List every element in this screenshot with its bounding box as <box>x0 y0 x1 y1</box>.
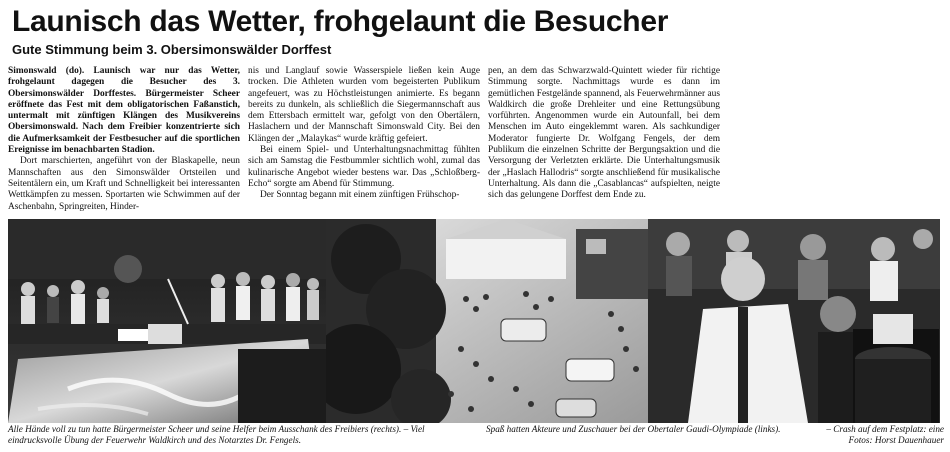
text-column-2 <box>248 66 480 202</box>
caption-middle: Spaß hatten Akteure und Zuschauer bei der Obertaler Gaudi-Olympiade (links). <box>486 424 781 434</box>
caption-left: Alle Hände voll zu tun hatte Bürgermeister Scheer und seine Helfer beim Ausschank des Freibiers (rechts). – Viel eindrucksvolle Übung der Feuerwehr Waldkirch und des Notarztes Dr. Fengels. <box>8 424 425 445</box>
photo-festival-aerial <box>326 219 648 423</box>
photo-captions <box>8 424 944 452</box>
paragraph: Der Sonntag begann mit einem zünftigen Frühschop- <box>260 190 460 201</box>
caption-right: – Crash auf dem Festplatz: eine <box>826 424 944 434</box>
lead-paragraph: Simonswald (do). Launisch war nur das Wetter, frohgelaunt dagegen die Besucher des 3. Obersimonswälder Dorffestes. Bürgermeister Scheer eröffnete das Fest mit dem obligatorischen Faßanstich, untermalt mit zünftigen Klängen des Musikvereins Obersimonswald. Nach dem Freibier konzentrierte sich die Aufmerksamkeit der Festbesucher auf die sportlichen Ereignisse im benachbarten Stadion. <box>8 66 240 156</box>
text-column-3 <box>488 66 720 202</box>
photo-strip <box>8 219 940 423</box>
paragraph: Bei einem Spiel- und Unterhaltungsnachmittag fühlten sich am Samstag die Festbummler sichtlich wohl, zumal das kulinarische Angebot wieder bestens war. Das „Schloßberg-Echo“ sorgte am Abend für Stimmung. <box>248 145 480 189</box>
photo-beer-tapping <box>648 219 940 423</box>
paragraph: nis und Langlauf sowie Wasserspiele ließen kein Auge trocken. Die Athleten wurden vom begeisterten Publikum angefeuert, was zu Höchstleistungen animierte. Es begann bereits zu dunkeln, als schließlich die Siegermannschaft aus dem Ettersbach ermittelt war, gefolgt von den Obertälern, Haslachern und der Mannschaft Simonswald City. Bei den Klängen der „Malaykas“ wurde kräftig gefeiert. <box>248 66 480 144</box>
paragraph: pen, an dem das Schwarzwald-Quintett wieder für richtige Stimmung sorgte. Nachmittags wurde es dann im gemütlichen Festgelände spannend, als Feuerwehrmänner aus Waldkirch die große Drehleiter und eine Rettungsübung vorführten. Angenommen wurde ein Autounfall, bei dem Menschen im Auto eingeklemmt waren. Als sachkundiger Moderator fungierte Dr. Wolfgang Fengels, der dem Publikum die einzelnen Schritte der Bergungsaktion und die Versorgung der Verletzten erklärte. Die Unterhaltungsmusik der „Haslach Hallodris“ sorgte anschließend für musikalische Unterhaltung. Als dann die „Casablancas“ aufspielten, neigte sich das gelungene Dorffest dem Ende zu. <box>488 66 720 201</box>
subheadline: Gute Stimmung beim 3. Obersimonswälder Dorffest <box>12 42 332 57</box>
text-column-1 <box>8 66 240 213</box>
paragraph: Dort marschierten, angeführt von der Blaskapelle, neun Mannschaften aus den Simonswälder Ortsteilen und Seitentälern ein, um Kraft und Schnelligkeit bei interessanten Wettkämpfen zu messen. Sportarten wie Schwimmen auf der Aschenbahn, Springreiten, Hinder- <box>8 156 240 212</box>
headline: Launisch das Wetter, frohgelaunt die Besucher <box>12 5 669 38</box>
photo-water-games <box>8 219 326 423</box>
photo-credit: Fotos: Horst Dauenhauer <box>848 435 944 445</box>
